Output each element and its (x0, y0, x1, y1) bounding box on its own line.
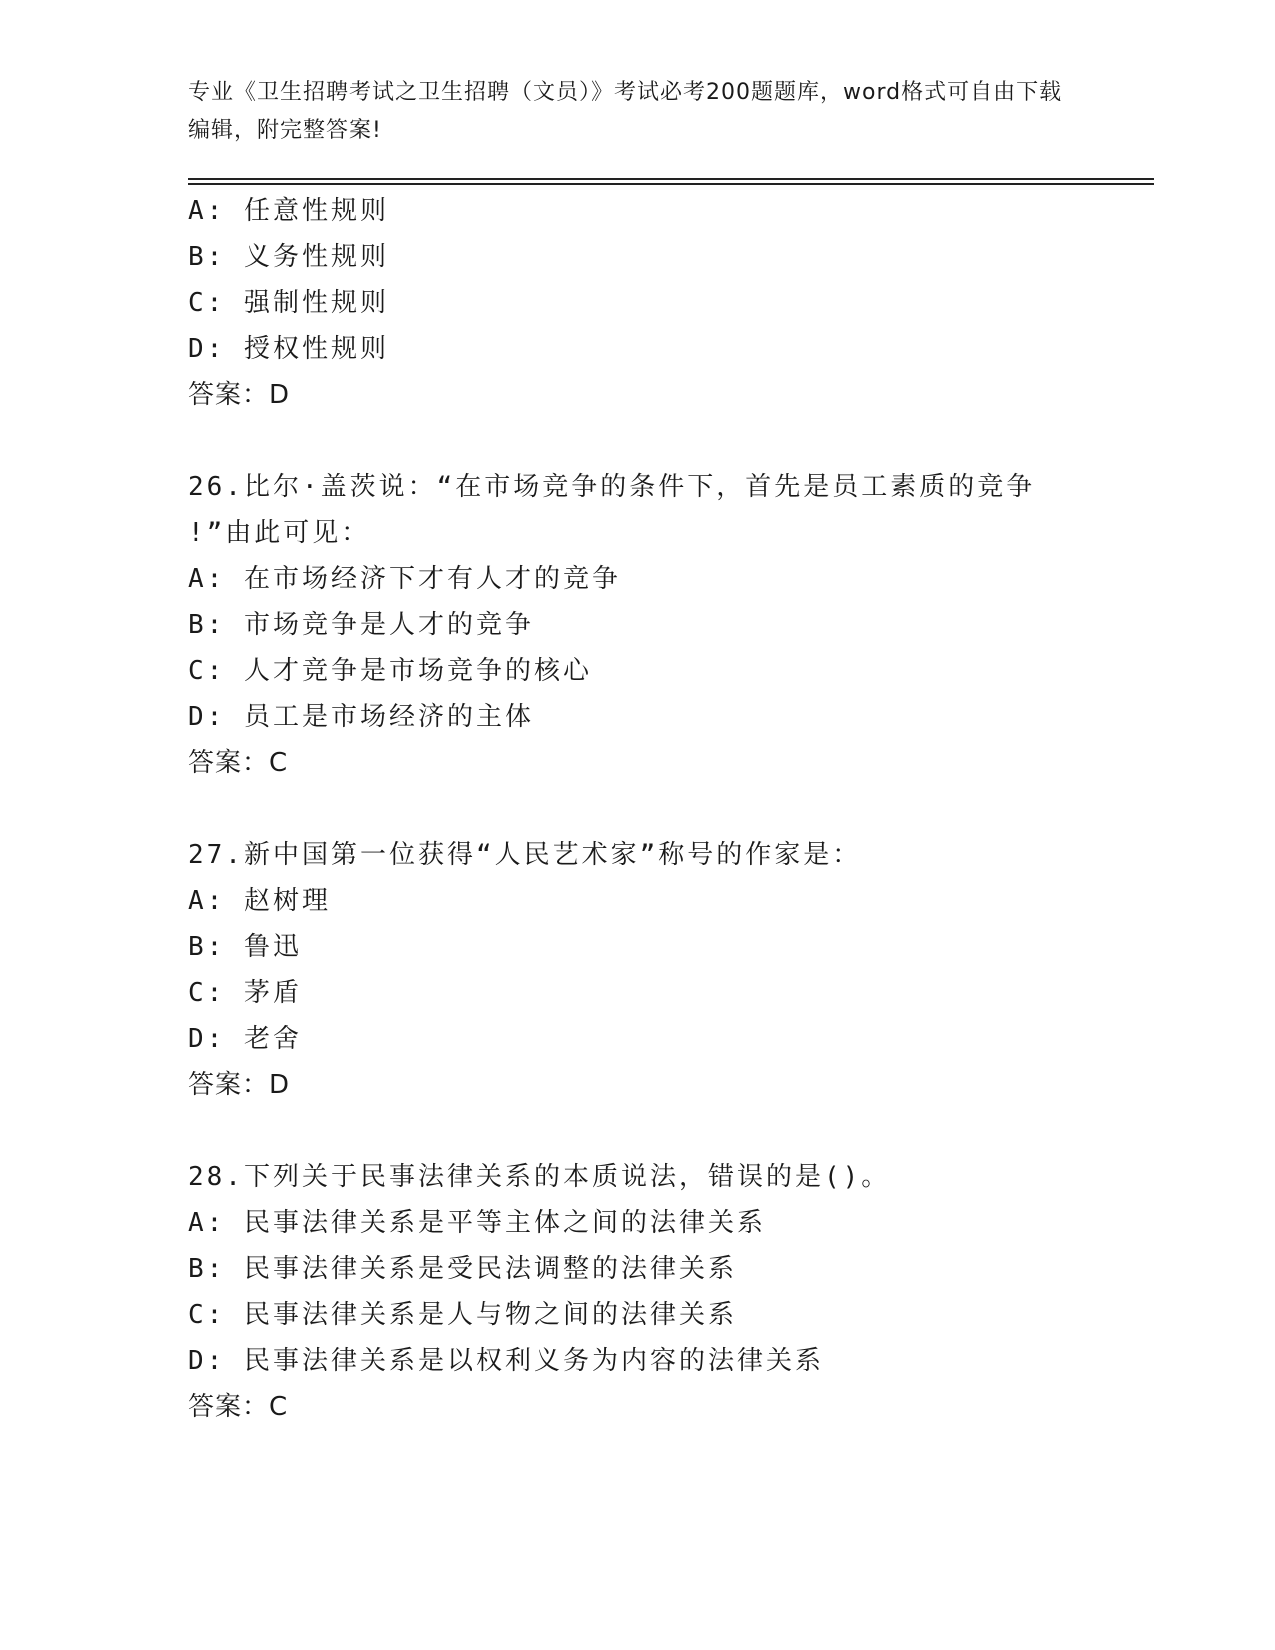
option-a: A: 民事法律关系是平等主体之间的法律关系 (188, 1208, 766, 1238)
option-b: B: 市场竞争是人才的竞争 (188, 610, 534, 640)
option-a: A: 在市场经济下才有人才的竞争 (188, 564, 621, 594)
question-stem: 27.新中国第一位获得“人民艺术家”称号的作家是： (188, 840, 862, 870)
option-a: A: 赵树理 (188, 886, 331, 916)
answer-line: 答案：C (188, 748, 289, 778)
document-header (188, 74, 1068, 150)
answer-line: 答案：D (188, 380, 291, 410)
question-list (188, 188, 1088, 1430)
answer-line: 答案：C (188, 1392, 289, 1422)
header-divider-top (188, 178, 1154, 180)
option-d: D: 民事法律关系是以权利义务为内容的法律关系 (188, 1346, 824, 1376)
question-25-tail (188, 188, 1088, 418)
option-b: B: 鲁迅 (188, 932, 302, 962)
answer-line: 答案：D (188, 1070, 291, 1100)
question-27 (188, 832, 1088, 1108)
document-title: 专业《卫生招聘考试之卫生招聘（文员）》考试必考200题题库，word格式可自由下载编辑，附完整答案! (188, 80, 1063, 143)
option-c: C: 民事法律关系是人与物之间的法律关系 (188, 1300, 737, 1330)
option-c: C: 人才竞争是市场竞争的核心 (188, 656, 592, 686)
option-b: B: 民事法律关系是受民法调整的法律关系 (188, 1254, 737, 1284)
header-divider-bottom (188, 183, 1154, 185)
option-b: B: 义务性规则 (188, 242, 389, 272)
option-d: D: 老舍 (188, 1024, 302, 1054)
option-a: A: 任意性规则 (188, 196, 389, 226)
option-d: D: 授权性规则 (188, 334, 389, 364)
question-stem: 26.比尔·盖茨说：“在市场竞争的条件下，首先是员工素质的竞争 (188, 472, 1036, 502)
question-26 (188, 464, 1088, 786)
question-stem-continued: !”由此可见： (188, 518, 371, 548)
option-d: D: 员工是市场经济的主体 (188, 702, 534, 732)
question-28 (188, 1154, 1088, 1430)
option-c: C: 强制性规则 (188, 288, 389, 318)
option-c: C: 茅盾 (188, 978, 302, 1008)
question-stem: 28.下列关于民事法律关系的本质说法，错误的是()。 (188, 1162, 891, 1192)
